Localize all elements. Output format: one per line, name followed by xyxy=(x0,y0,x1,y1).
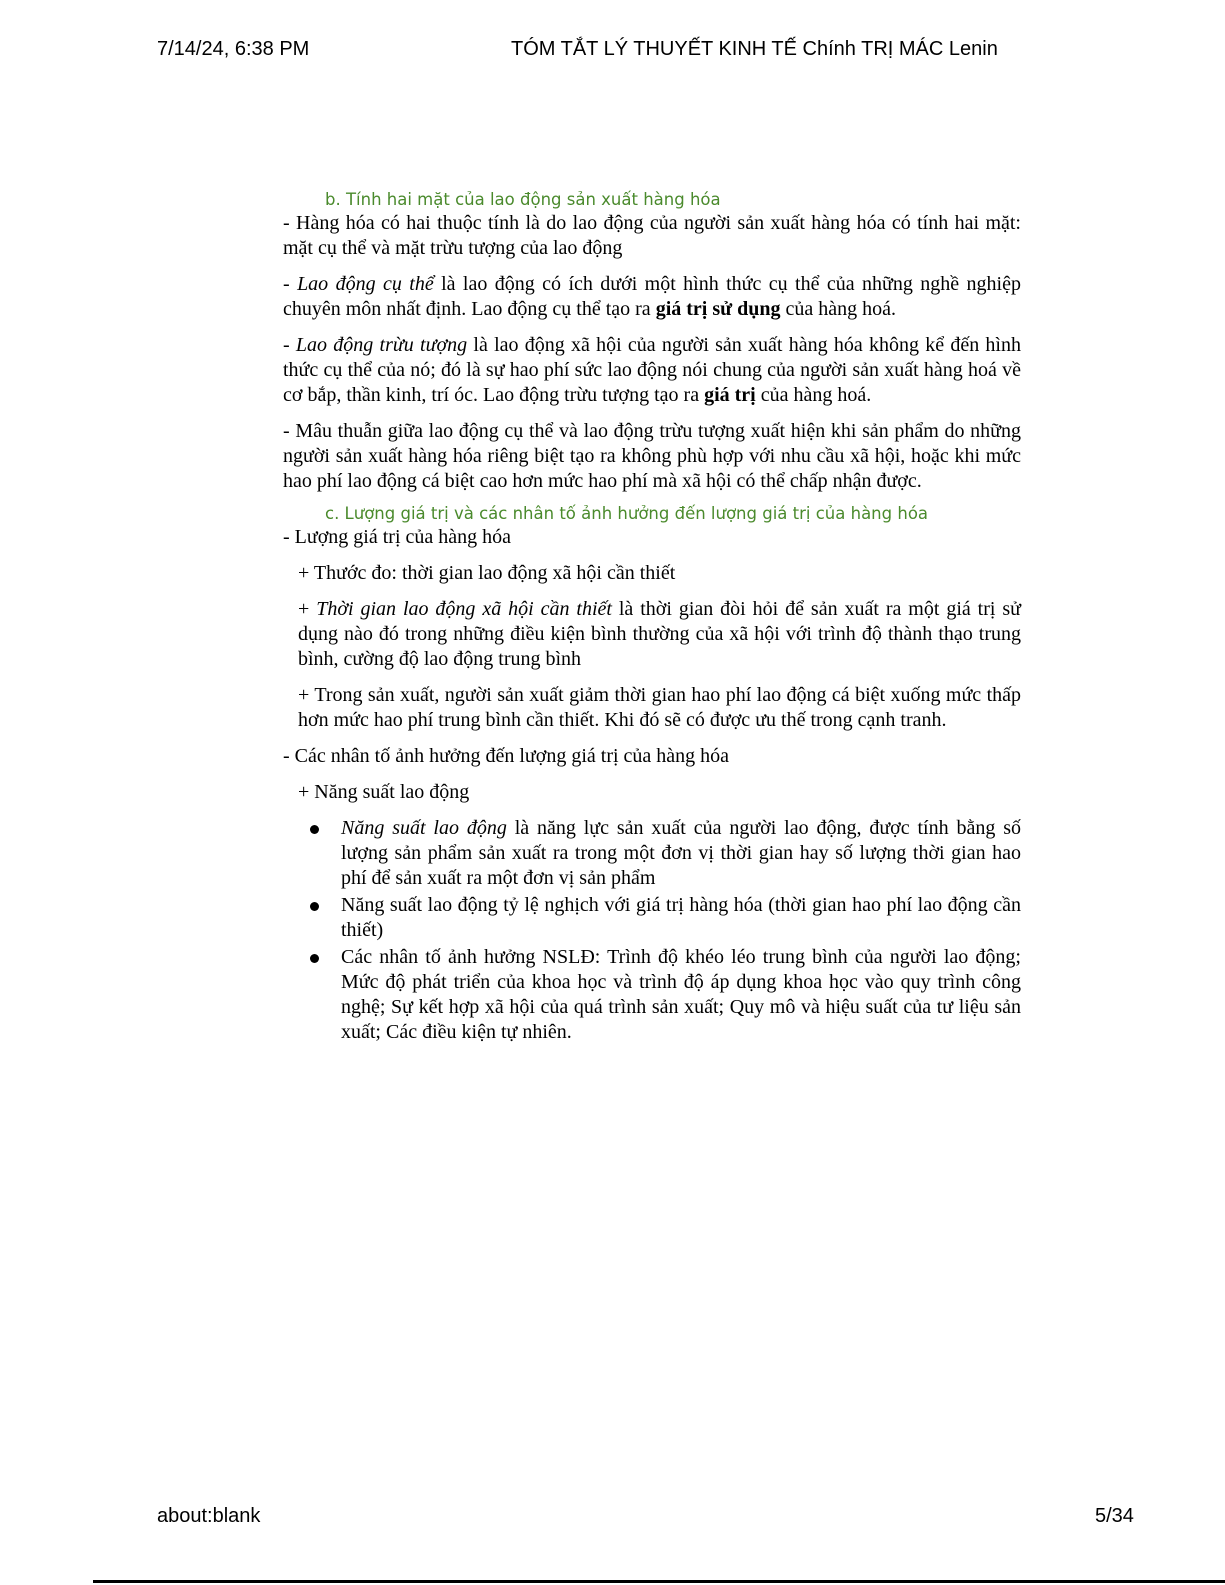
section-b-paragraph-4: - Mâu thuẫn giữa lao động cụ thể và lao động trừu tượng xuất hiện khi sản phẩm do những người sản xuất hàng hóa riêng biệt tạo ra không phù hợp với nhu cầu xã hội, hoặc khi mức hao phí lao động cá biệt cao hơn mức hao phí mà xã hội có thể chấp nhận được. xyxy=(283,420,1021,492)
print-datetime: 7/14/24, 6:38 PM xyxy=(157,38,310,60)
section-c-heading: c. Lượng giá trị và các nhân tố ảnh hưởng đến lượng giá trị của hàng hóa xyxy=(325,504,929,523)
document-title: TÓM TẮT LÝ THUYẾT KINH TẾ Chính TRỊ MÁC Lenin xyxy=(511,38,998,60)
term-use-value: giá trị sử dụng xyxy=(655,298,781,320)
section-b-paragraph-2: - Lao động cụ thể là lao động có ích dưới một hình thức cụ thể của những nghề nghiệp chuyên môn nhất định. Lao động cụ thể tạo ra giá trị sử dụng của hàng hoá. xyxy=(283,273,1021,320)
bullet-icon xyxy=(310,825,319,834)
list-item: Năng suất lao động tỷ lệ nghịch với giá trị hàng hóa (thời gian hao phí lao động cần thiết) xyxy=(283,893,1021,943)
section-c-paragraph-5: - Các nhân tố ảnh hưởng đến lượng giá trị của hàng hóa xyxy=(283,745,730,767)
page-number: 5/34 xyxy=(1095,1505,1134,1527)
bullet-icon xyxy=(310,954,319,963)
list-item: Các nhân tố ảnh hưởng NSLĐ: Trình độ khéo léo trung bình của người lao động; Mức độ phát triển của khoa học và trình độ áp dụng khoa học vào quy trình công nghệ; Sự kết hợp xã hội của quá trình sản xuất; Quy mô và hiệu suất của tư liệu sản xuất; Các điều kiện tự nhiên. xyxy=(283,945,1021,1045)
list-item: Năng suất lao động là năng lực sản xuất của người lao động, được tính bằng số lượng sản phẩm sản xuất ra trong một đơn vị thời gian hay số lượng thời gian hao phí để sản xuất ra một đơn vị sản phẩm xyxy=(283,816,1021,891)
term-concrete-labor: Lao động cụ thể xyxy=(297,273,434,295)
term-value: giá trị xyxy=(704,384,756,406)
section-c-paragraph-6: + Năng suất lao động xyxy=(298,781,470,803)
section-c-paragraph-2: + Thước đo: thời gian lao động xã hội cần thiết xyxy=(298,562,676,584)
term-abstract-labor: Lao động trừu tượng xyxy=(295,334,468,356)
section-b-paragraph-1: - Hàng hóa có hai thuộc tính là do lao động của người sản xuất hàng hóa có tính hai mặt: mặt cụ thể và mặt trừu tượng của lao động xyxy=(283,212,1021,259)
section-c-paragraph-4: + Trong sản xuất, người sản xuất giảm thời gian hao phí lao động cá biệt xuống mức thấp hơn mức hao phí trung bình cần thiết. Khi đó sẽ có được ưu thế trong cạnh tranh. xyxy=(298,684,1021,731)
section-c-paragraph-3: + Thời gian lao động xã hội cần thiết là thời gian đòi hỏi để sản xuất ra một giá trị sử dụng nào đó trong những điều kiện bình thường của xã hội với trình độ thành thạo trung bình, cường độ lao động trung bình xyxy=(298,598,1022,670)
section-b-heading: b. Tính hai mặt của lao động sản xuất hàng hóa xyxy=(325,190,721,209)
section-c-paragraph-1: - Lượng giá trị của hàng hóa xyxy=(283,526,512,548)
bullet-icon xyxy=(310,902,319,911)
page-url: about:blank xyxy=(157,1505,261,1527)
document-body xyxy=(283,189,1021,1047)
bottom-divider xyxy=(93,1580,1225,1583)
term-labor-productivity: Năng suất lao động xyxy=(341,817,507,839)
productivity-bullet-list xyxy=(283,816,1021,1045)
term-socially-necessary-time: Thời gian lao động xã hội cần thiết xyxy=(316,598,612,620)
section-b-paragraph-3: - Lao động trừu tượng là lao động xã hội của người sản xuất hàng hóa không kể đến hình thức cụ thể của nó; đó là sự hao phí sức lao động nói chung của người sản xuất hàng hoá về cơ bắp, thần kinh, trí óc. Lao động trừu tượng tạo ra giá trị của hàng hoá. xyxy=(283,334,1021,406)
